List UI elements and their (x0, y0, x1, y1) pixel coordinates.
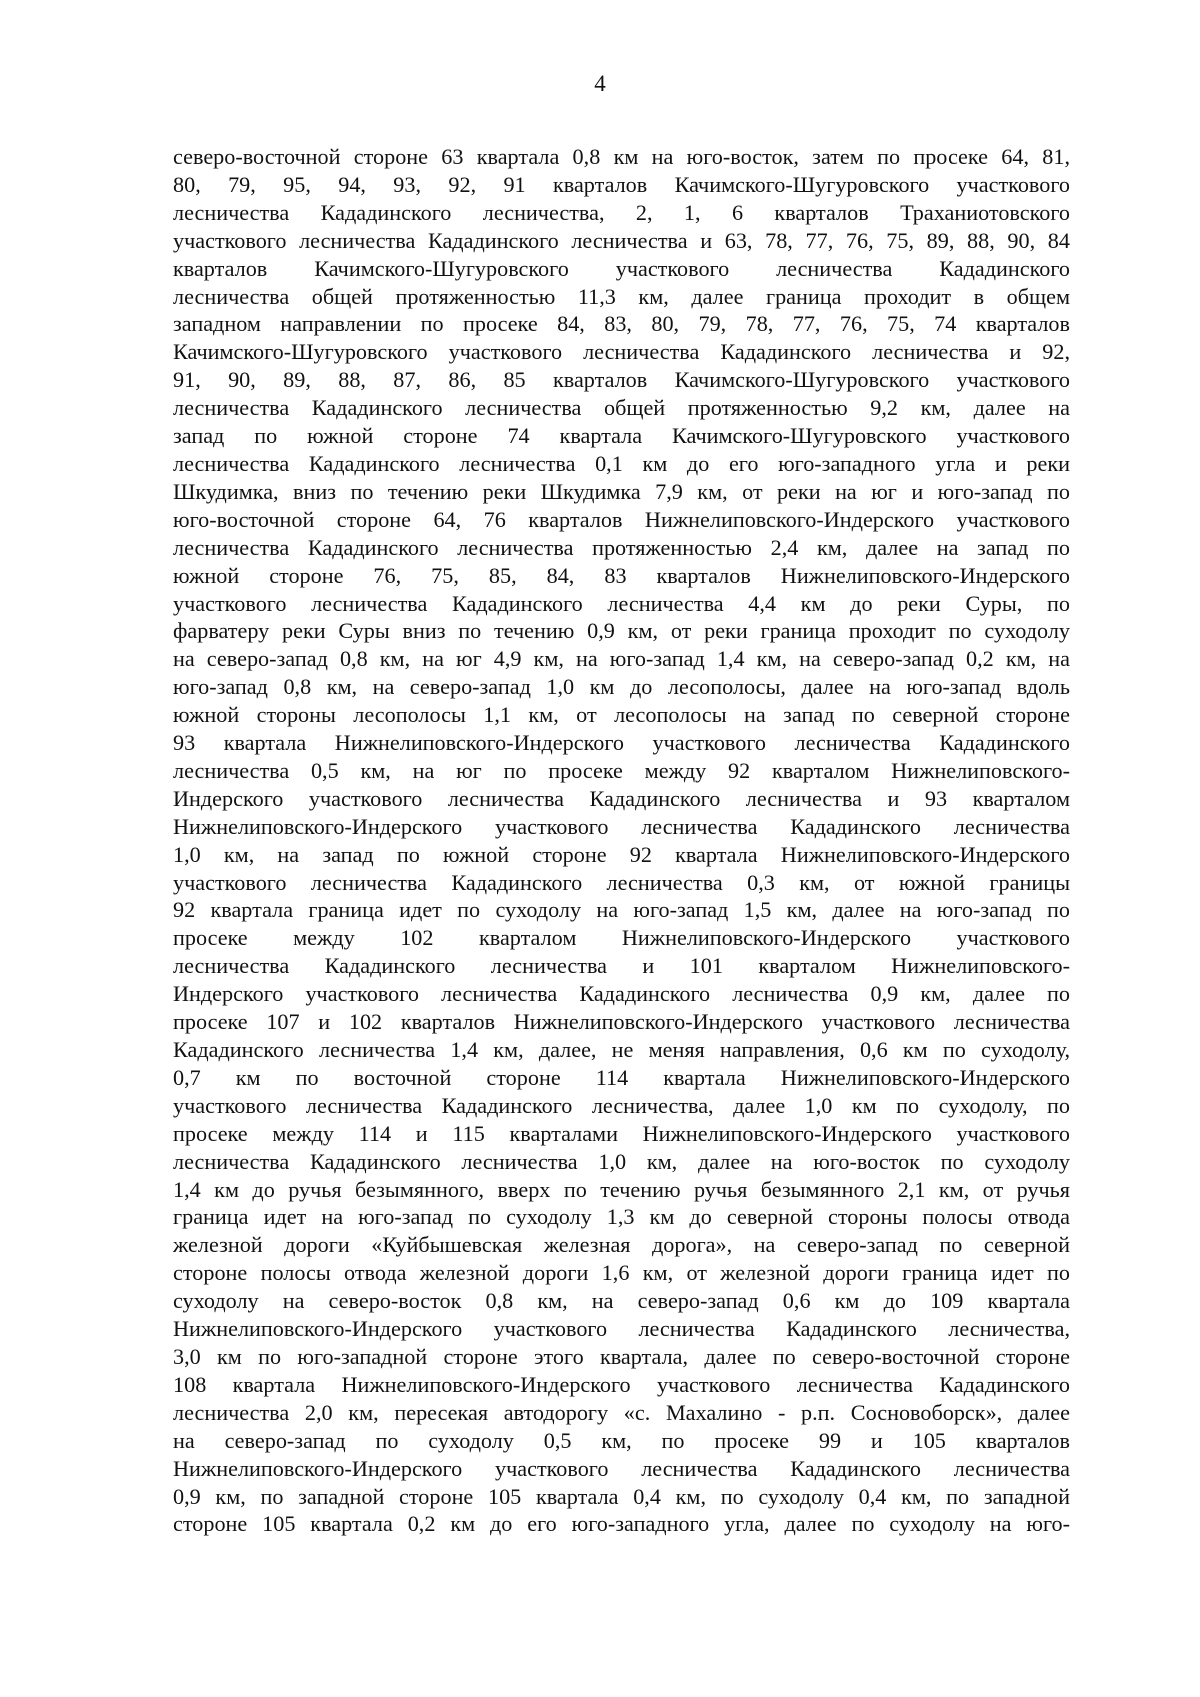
text-line: 0,9 км, по западной стороне 105 квартала 0,4 км, по суходолу 0,4 км, по западной (173, 1483, 1070, 1509)
text-line: лесничества Кададинского лесничества протяженностью 2,4 км, далее на запад по (173, 534, 1070, 560)
text-line: лесничества общей протяженностью 11,3 км, далее граница проходит в общем (173, 283, 1070, 309)
text-line: 93 квартала Нижнелиповского-Индерского участкового лесничества Кададинского (173, 730, 1070, 756)
body-text (173, 143, 1070, 1538)
text-line: суходолу на северо-восток 0,8 км, на северо-запад 0,6 км до 109 квартала (173, 1288, 1070, 1314)
text-line: 1,4 км до ручья безымянного, вверх по течению ручья безымянного 2,1 км, от ручья (173, 1176, 1070, 1202)
text-line: лесничества Кададинского лесничества и 101 кварталом Нижнелиповского- (173, 953, 1070, 979)
text-line: участкового лесничества Кададинского лесничества и 63, 78, 77, 76, 75, 89, 88, 90, 84 (173, 227, 1070, 253)
text-line: стороне полосы отвода железной дороги 1,6 км, от железной дороги граница идет по (173, 1260, 1070, 1286)
page-number: 4 (594, 71, 606, 96)
text-line: лесничества Кададинского лесничества общей протяженностью 9,2 км, далее на (173, 395, 1070, 421)
text-line: 92 квартала граница идет по суходолу на юго-запад 1,5 км, далее на юго-запад по (173, 897, 1070, 923)
text-line: Кададинского лесничества 1,4 км, далее, не меняя направления, 0,6 км по суходолу, (173, 1037, 1070, 1062)
text-line: просеке 107 и 102 кварталов Нижнелиповского-Индерского участкового лесничества (173, 1009, 1070, 1035)
text-line: участкового лесничества Кададинского лесничества, далее 1,0 км по суходолу, по (173, 1092, 1070, 1118)
text-line: западном направлении по просеке 84, 83, 80, 79, 78, 77, 76, 75, 74 кварталов (173, 311, 1070, 337)
text-line: Нижнелиповского-Индерского участкового лесничества Кададинского лесничества, (173, 1316, 1070, 1342)
text-line: Индерского участкового лесничества Кададинского лесничества и 93 кварталом (173, 785, 1070, 811)
text-line: 108 квартала Нижнелиповского-Индерского участкового лесничества Кададинского (173, 1371, 1070, 1397)
text-line: Качимского-Шугуровского участкового лесничества Кададинского лесничества и 92, (173, 339, 1070, 365)
text-line: лесничества Кададинского лесничества, 2, 1, 6 кварталов Траханиотовского (173, 199, 1070, 225)
text-line: участкового лесничества Кададинского лесничества 0,3 км, от южной границы (173, 869, 1070, 895)
text-line: юго-запад 0,8 км, на северо-запад 1,0 км до лесополосы, далее на юго-запад вдоль (173, 674, 1070, 700)
text-line: железной дороги «Куйбышевская железная дорога», на северо-запад по северной (173, 1232, 1070, 1258)
text-line: юго-восточной стороне 64, 76 кварталов Нижнелиповского-Индерского участкового (173, 506, 1070, 532)
text-line: южной стороны лесополосы 1,1 км, от лесополосы на запад по северной стороне (173, 702, 1070, 728)
text-line: кварталов Качимского-Шугуровского участкового лесничества Кададинского (173, 255, 1070, 281)
text-line: лесничества Кададинского лесничества 1,0 км, далее на юго-восток по суходолу (173, 1148, 1070, 1174)
text-line: лесничества 2,0 км, пересекая автодорогу «с. Махалино - р.п. Сосновоборск», далее (173, 1399, 1070, 1425)
text-line: 91, 90, 89, 88, 87, 86, 85 кварталов Качимского-Шугуровского участкового (173, 367, 1070, 393)
text-line: на северо-запад по суходолу 0,5 км, по просеке 99 и 105 кварталов (173, 1427, 1070, 1453)
text-line: фарватеру реки Суры вниз по течению 0,9 км, от реки граница проходит по суходолу (173, 618, 1070, 644)
text-line: 80, 79, 95, 94, 93, 92, 91 кварталов Качимского-Шугуровского участкового (173, 171, 1070, 197)
text-line: южной стороне 76, 75, 85, 84, 83 кварталов Нижнелиповского-Индерского (173, 562, 1070, 588)
text-line: просеке между 114 и 115 кварталами Нижнелиповского-Индерского участкового (173, 1120, 1070, 1146)
text-line: стороне 105 квартала 0,2 км до его юго-западного угла, далее по суходолу на юго- (173, 1511, 1070, 1537)
text-line: 1,0 км, на запад по южной стороне 92 квартала Нижнелиповского-Индерского (173, 841, 1070, 867)
text-line: Нижнелиповского-Индерского участкового лесничества Кададинского лесничества (173, 1455, 1070, 1481)
text-line: лесничества 0,5 км, на юг по просеке между 92 кварталом Нижнелиповского- (173, 757, 1070, 783)
text-line: 3,0 км по юго-западной стороне этого квартала, далее по северо-восточной стороне (173, 1343, 1070, 1369)
text-line: запад по южной стороне 74 квартала Качимского-Шугуровского участкового (173, 423, 1070, 449)
text-line: Шкудимка, вниз по течению реки Шкудимка 7,9 км, от реки на юг и юго-запад по (173, 478, 1070, 504)
text-line: 0,7 км по восточной стороне 114 квартала Нижнелиповского-Индерского (173, 1064, 1070, 1090)
text-line: граница идет на юго-запад по суходолу 1,3 км до северной стороны полосы отвода (173, 1204, 1070, 1230)
text-line: северо-восточной стороне 63 квартала 0,8 км на юго-восток, затем по просеке 64, 81, (173, 144, 1070, 169)
text-line: участкового лесничества Кададинского лесничества 4,4 км до реки Суры, по (173, 590, 1070, 616)
text-line: на северо-запад 0,8 км, на юг 4,9 км, на юго-запад 1,4 км, на северо-запад 0,2 км, на (173, 646, 1070, 672)
text-line: лесничества Кададинского лесничества 0,1 км до его юго-западного угла и реки (173, 450, 1070, 476)
text-line: Нижнелиповского-Индерского участкового лесничества Кададинского лесничества (173, 813, 1070, 839)
text-line: Индерского участкового лесничества Кададинского лесничества 0,9 км, далее по (173, 981, 1070, 1007)
text-line: просеке между 102 кварталом Нижнелиповского-Индерского участкового (173, 925, 1070, 951)
